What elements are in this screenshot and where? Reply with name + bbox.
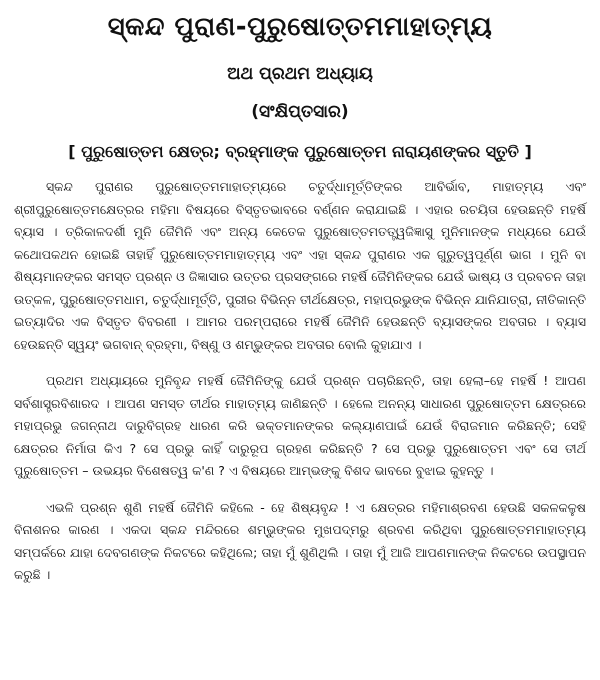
paragraph-1: ସ୍କନ୍ଦ ପୁରାଣର ପୁରୁଷୋତ୍ତମମାହାତ୍ମ୍ୟରେ ଚତୁର୍ଦ୍ଧାମୂର୍ତ୍ତିଙ୍କର ଆବିର୍ଭାବ, ମାହାତ୍ମ୍ୟ ଏବଂ ଶ୍ରୀପୁରୁଷୋତ୍ତମକ୍ଷେତ୍ରର ମହିମା ବିଷୟରେ ବିସ୍ତୃତଭାବରେ ବର୍ଣ୍ଣନ କରାଯାଇଛି । ଏହାର ରଚୟିତା ହେଉଛନ୍ତି ମହର୍ଷି ବ୍ୟାସ । ତ୍ରିକାଳଦର୍ଶୀ ମୁନି ଜୈମିନି ଏବଂ ଅନ୍ୟ କେତେକ ପୁରୁଷୋତ୍ତମତତ୍ତ୍ୱଜିଜ୍ଞାସୁ ମୁନିମାନଙ୍କ ମଧ୍ୟରେ ଯେଉଁ କଥୋପକଥନ ହୋଇଛି ତାହାହିଁ ପୁରୁଷୋତ୍ତମମାହାତ୍ମ୍ୟ ଏବଂ ଏହା ସ୍କନ୍ଦ ପୁରାଣର ଏକ ଗୁରୁତ୍ୱପୂର୍ଣ୍ଣ ଭାଗ । ମୁନି ବା ଶିଷ୍ୟମାନଙ୍କର ସମସ୍ତ ପ୍ରଶ୍ନ ଓ ଜିଜ୍ଞାସାର ଉତ୍ତର ପ୍ରସଙ୍ଗରେ ମହର୍ଷି ଜୈମିନିଙ୍କର ଯେଉଁ ଭାଷ୍ୟ ଓ ପ୍ରବଚନ ତାହା ଉତ୍କଳ, ପୁରୁଷୋତ୍ତମଧାମ, ଚତୁର୍ଦ୍ଧାମୂର୍ତ୍ତି, ପୁରୀର ବିଭିନ୍ନ ତୀର୍ଥକ୍ଷେତ୍ର, ମହାପ୍ରଭୁଙ୍କ ବିଭିନ୍ନ ଯାନିଯାତ୍ରା, ନୀତିକାନ୍ତି ଇତ୍ୟାଦିର ଏକ ବିସ୍ତୃତ ବିବରଣୀ । ଆମର ପରମ୍ପରାରେ ମହର୍ଷି ଜୈମିନି ହେଉଛନ୍ତି ବ୍ୟାସଙ୍କର ଅବତାର । ବ୍ୟାସ ହେଉଛନ୍ତି ସ୍ୱୟଂ ଭଗବାନ୍ ବ୍ରହ୍ମା, ବିଷ୍ଣୁ ଓ ଶମ୍ଭୁଙ୍କର ଅବତାର ବୋଲି କୁହାଯାଏ । [14,179,587,352]
topic-heading: [ ପୁରୁଷୋତ୍ତମ କ୍ଷେତ୍ର; ବ୍ରହ୍ମାଙ୍କ ପୁରୁଷୋତ୍ତମ ନାରାୟଣଙ୍କର ସ୍ତୁତି ] [68,142,532,161]
chapter-heading: ଅଥ ପ୍ରଥମ ଅଧ୍ୟାୟ [227,64,373,84]
paragraph-3: ଏଭଳି ପ୍ରଶ୍ନ ଶୁଣି ମହର୍ଷି ଜୈମିନି କହିଲେ - ହେ ଶିଷ୍ୟବୃନ୍ଦ ! ଏ କ୍ଷେତ୍ରର ମହିମାଶ୍ରବଣ ହେଉଛି ସକଳକଳୁଷ ବିନାଶନର କାରଣ । ଏକଦା ସ୍କନ୍ଦ ମନ୍ଦିରରେ ଶମ୍ଭୁଙ୍କର ମୁଖପଦ୍ମରୁ ଶ୍ରବଣ କରିଥିବା ପୁରୁଷୋତ୍ତମମାହାତ୍ମ୍ୟ ସମ୍ପର୍କରେ ଯାହା ଦେବଗଣଙ୍କ ନିକଟରେ କହିଥିଲେ; ତାହା ମୁଁ ଶୁଣିଥିଲି । ତାହା ମୁଁ ଆଜି ଆପଣମାନଙ୍କ ନିକଟରେ ଉପସ୍ଥାପନ କରୁଛି । [14,499,586,582]
summary-note: (ସଂକ୍ଷିପ୍ତସାର) [251,102,349,122]
document-title: ସ୍କନ୍ଦ ପୁରାଣ-ପୁରୁଷୋତ୍ତମମାହାତ୍ମ୍ୟ [107,12,493,42]
paragraph-2: ପ୍ରଥମ ଅଧ୍ୟାୟରେ ମୁନିବୃନ୍ଦ ମହର୍ଷି ଜୈମିନିଙ୍କୁ ଯେଉଁ ପ୍ରଶ୍ନ ପଚାରିଛନ୍ତି, ତାହା ହେଲା–ହେ ମହର୍ଷି ! ଆପଣ ସର୍ବଶାସ୍ତ୍ରବିଶାରଦ । ଆପଣ ସମସ୍ତ ତୀର୍ଥର ମାହାତ୍ମ୍ୟ ଜାଣିଛନ୍ତି । ହେଲେ ଅନନ୍ୟ ସାଧାରଣ ପୁରୁଷୋତ୍ତମ କ୍ଷେତ୍ରରେ ମହାପ୍ରଭୁ ଜଗନ୍ନାଥ ଦାରୁବିଗ୍ରହ ଧାରଣ କରି ଭକ୍ତମାନଙ୍କର କଲ୍ୟାଣପାଇଁ ଯେଉଁ ବିରାଜମାନ କରିଛନ୍ତି; ସେହି କ୍ଷେତ୍ରର ନିର୍ମାତା କିଏ ? ସେ ପ୍ରଭୁ କାହିଁ ଦାରୁରୂପ ଗ୍ରହଣ କରିଛନ୍ତି ? ସେ ପ୍ରଭୁ ପୁରୁଷୋତ୍ତମ ଏବଂ ସେ ତୀର୍ଥ ପୁରୁଷୋତ୍ତମ – ଉଭୟର ବିଶେଷତ୍ୱ କ'ଣ ? ଏ ବିଷୟରେ ଆମ୍ଭଙ୍କୁ ବିଶଦ ଭାବରେ ବୁଝାଇ କୁହନ୍ତୁ । [14,373,586,478]
